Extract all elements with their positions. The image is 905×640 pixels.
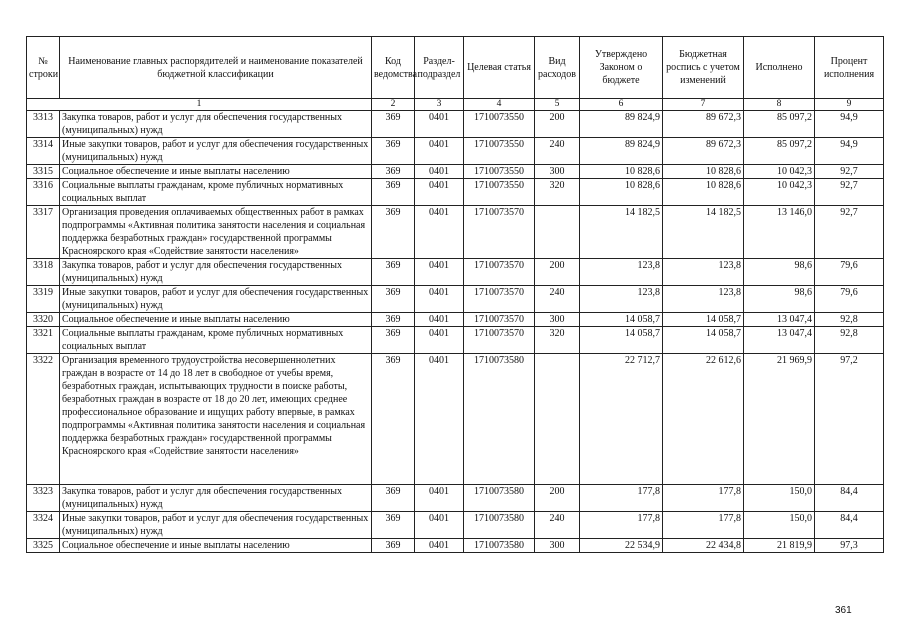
row-approved: 177,8 [580, 485, 663, 512]
row-approved: 14 058,7 [580, 327, 663, 354]
row-budget-list: 10 828,6 [663, 165, 744, 179]
row-exp-type [535, 206, 580, 259]
row-name: Закупка товаров, работ и услуг для обеспечения государственных (муниципальных) нужд [60, 111, 372, 138]
table-row [27, 539, 884, 553]
row-percent: 92,8 [815, 313, 884, 327]
row-budget-list: 22 612,6 [663, 354, 744, 485]
row-target: 1710073550 [464, 179, 535, 206]
row-name: Социальное обеспечение и иные выплаты населению [60, 313, 372, 327]
column-number-row [27, 99, 884, 111]
row-name: Иные закупки товаров, работ и услуг для обеспечения государственных (муниципальных) нужд [60, 286, 372, 313]
row-number: 3320 [27, 313, 60, 327]
row-name: Иные закупки товаров, работ и услуг для обеспечения государственных (муниципальных) нужд [60, 512, 372, 539]
row-number: 3323 [27, 485, 60, 512]
row-number: 3316 [27, 179, 60, 206]
table-row [27, 327, 884, 354]
row-executed: 13 047,4 [744, 313, 815, 327]
row-target: 1710073550 [464, 111, 535, 138]
row-target: 1710073570 [464, 206, 535, 259]
row-exp-type: 240 [535, 512, 580, 539]
row-approved: 123,8 [580, 259, 663, 286]
row-executed: 150,0 [744, 485, 815, 512]
row-exp-type: 320 [535, 179, 580, 206]
row-target: 1710073570 [464, 259, 535, 286]
row-executed: 150,0 [744, 512, 815, 539]
row-executed: 10 042,3 [744, 165, 815, 179]
header-dept-code: Код ведомства [372, 37, 415, 99]
row-name: Социальное обеспечение и иные выплаты населению [60, 539, 372, 553]
row-budget-list: 123,8 [663, 259, 744, 286]
row-section: 0401 [415, 138, 464, 165]
table-row [27, 179, 884, 206]
header-row-no: № строки [27, 37, 60, 99]
row-budget-list: 89 672,3 [663, 111, 744, 138]
row-budget-list: 123,8 [663, 286, 744, 313]
header-approved: Утверждено Законом о бюджете [580, 37, 663, 99]
row-dept-code: 369 [372, 138, 415, 165]
row-section: 0401 [415, 539, 464, 553]
row-target: 1710073570 [464, 313, 535, 327]
row-approved: 22 534,9 [580, 539, 663, 553]
row-executed: 21 969,9 [744, 354, 815, 485]
row-name: Организация временного трудоустройства несовершеннолетних граждан в возрасте от 14 до 18 лет в свободное от учебы время, безработных граждан, испытывающих трудности в поиске работы, безработных граждан в возрасте от 18 до 20 лет, имеющих среднее профессиональное образование и ищущих работу впервые, в рамках подпрограммы «Активная политика занятости населения и социальная поддержка безработных граждан» государственной программы Красноярского края «Содействие занятости населения» [60, 354, 372, 485]
row-number: 3317 [27, 206, 60, 259]
row-budget-list: 177,8 [663, 512, 744, 539]
row-executed: 13 146,0 [744, 206, 815, 259]
row-section: 0401 [415, 165, 464, 179]
row-section: 0401 [415, 259, 464, 286]
row-approved: 22 712,7 [580, 354, 663, 485]
row-target: 1710073580 [464, 354, 535, 485]
row-budget-list: 10 828,6 [663, 179, 744, 206]
row-exp-type: 300 [535, 313, 580, 327]
row-percent: 84,4 [815, 512, 884, 539]
row-budget-list: 14 182,5 [663, 206, 744, 259]
row-dept-code: 369 [372, 539, 415, 553]
table-row [27, 354, 884, 485]
table-row [27, 512, 884, 539]
header-name: Наименование главных распорядителей и наименование показателей бюджетной классификации [60, 37, 372, 99]
row-approved: 10 828,6 [580, 165, 663, 179]
col-number: 5 [535, 99, 580, 111]
row-executed: 98,6 [744, 259, 815, 286]
row-percent: 79,6 [815, 259, 884, 286]
row-target: 1710073570 [464, 327, 535, 354]
row-target: 1710073580 [464, 485, 535, 512]
row-exp-type: 300 [535, 165, 580, 179]
row-number: 3325 [27, 539, 60, 553]
row-target: 1710073580 [464, 539, 535, 553]
row-percent: 79,6 [815, 286, 884, 313]
row-name: Социальные выплаты гражданам, кроме публичных нормативных социальных выплат [60, 327, 372, 354]
row-exp-type: 320 [535, 327, 580, 354]
page-number: 361 [835, 605, 852, 616]
col-number: 1 [27, 99, 372, 111]
row-executed: 85 097,2 [744, 138, 815, 165]
table-row [27, 111, 884, 138]
row-dept-code: 369 [372, 512, 415, 539]
row-approved: 14 058,7 [580, 313, 663, 327]
row-exp-type: 200 [535, 259, 580, 286]
row-name: Организация проведения оплачиваемых общественных работ в рамках подпрограммы «Активная политика занятости населения и социальная поддержка безработных граждан» государственной программы Красноярского края «Содействие занятости населения» [60, 206, 372, 259]
col-number: 3 [415, 99, 464, 111]
row-section: 0401 [415, 286, 464, 313]
col-number: 2 [372, 99, 415, 111]
row-dept-code: 369 [372, 111, 415, 138]
row-dept-code: 369 [372, 286, 415, 313]
row-approved: 177,8 [580, 512, 663, 539]
header-percent: Процент исполнения [815, 37, 884, 99]
row-section: 0401 [415, 206, 464, 259]
row-number: 3321 [27, 327, 60, 354]
row-dept-code: 369 [372, 179, 415, 206]
row-exp-type [535, 354, 580, 485]
row-dept-code: 369 [372, 354, 415, 485]
header-target: Целевая статья [464, 37, 535, 99]
header-budget-list: Бюджетная роспись с учетом изменений [663, 37, 744, 99]
row-dept-code: 369 [372, 485, 415, 512]
table-row [27, 206, 884, 259]
row-name: Социальное обеспечение и иные выплаты населению [60, 165, 372, 179]
row-budget-list: 177,8 [663, 485, 744, 512]
row-exp-type: 200 [535, 485, 580, 512]
row-percent: 84,4 [815, 485, 884, 512]
row-dept-code: 369 [372, 206, 415, 259]
row-executed: 21 819,9 [744, 539, 815, 553]
row-section: 0401 [415, 512, 464, 539]
budget-execution-table [26, 36, 884, 553]
row-number: 3322 [27, 354, 60, 485]
table-row [27, 286, 884, 313]
row-executed: 13 047,4 [744, 327, 815, 354]
row-executed: 85 097,2 [744, 111, 815, 138]
row-target: 1710073550 [464, 165, 535, 179]
row-section: 0401 [415, 111, 464, 138]
row-percent: 92,7 [815, 165, 884, 179]
row-approved: 89 824,9 [580, 138, 663, 165]
row-section: 0401 [415, 179, 464, 206]
row-budget-list: 89 672,3 [663, 138, 744, 165]
row-percent: 92,7 [815, 179, 884, 206]
row-dept-code: 369 [372, 327, 415, 354]
header-exp-type: Вид расходов [535, 37, 580, 99]
col-number: 8 [744, 99, 815, 111]
table-row [27, 165, 884, 179]
row-section: 0401 [415, 485, 464, 512]
col-number: 4 [464, 99, 535, 111]
row-percent: 92,7 [815, 206, 884, 259]
row-name: Социальные выплаты гражданам, кроме публичных нормативных социальных выплат [60, 179, 372, 206]
header-row [27, 37, 884, 99]
table-row [27, 313, 884, 327]
row-number: 3318 [27, 259, 60, 286]
row-percent: 97,2 [815, 354, 884, 485]
row-number: 3313 [27, 111, 60, 138]
row-target: 1710073550 [464, 138, 535, 165]
table-row [27, 485, 884, 512]
row-target: 1710073580 [464, 512, 535, 539]
table-row [27, 138, 884, 165]
row-dept-code: 369 [372, 313, 415, 327]
row-section: 0401 [415, 327, 464, 354]
row-executed: 10 042,3 [744, 179, 815, 206]
table-row [27, 259, 884, 286]
col-number: 7 [663, 99, 744, 111]
row-number: 3315 [27, 165, 60, 179]
row-target: 1710073570 [464, 286, 535, 313]
row-exp-type: 240 [535, 286, 580, 313]
row-dept-code: 369 [372, 259, 415, 286]
row-exp-type: 300 [535, 539, 580, 553]
row-number: 3314 [27, 138, 60, 165]
col-number: 9 [815, 99, 884, 111]
header-section: Раздел-подраздел [415, 37, 464, 99]
row-name: Закупка товаров, работ и услуг для обеспечения государственных (муниципальных) нужд [60, 485, 372, 512]
row-approved: 14 182,5 [580, 206, 663, 259]
row-section: 0401 [415, 354, 464, 485]
row-percent: 94,9 [815, 111, 884, 138]
row-exp-type: 200 [535, 111, 580, 138]
row-approved: 89 824,9 [580, 111, 663, 138]
row-budget-list: 22 434,8 [663, 539, 744, 553]
header-executed: Исполнено [744, 37, 815, 99]
row-exp-type: 240 [535, 138, 580, 165]
row-executed: 98,6 [744, 286, 815, 313]
row-percent: 97,3 [815, 539, 884, 553]
row-approved: 123,8 [580, 286, 663, 313]
col-number: 6 [580, 99, 663, 111]
row-budget-list: 14 058,7 [663, 313, 744, 327]
row-section: 0401 [415, 313, 464, 327]
row-percent: 92,8 [815, 327, 884, 354]
row-budget-list: 14 058,7 [663, 327, 744, 354]
row-approved: 10 828,6 [580, 179, 663, 206]
row-percent: 94,9 [815, 138, 884, 165]
row-name: Иные закупки товаров, работ и услуг для обеспечения государственных (муниципальных) нужд [60, 138, 372, 165]
row-name: Закупка товаров, работ и услуг для обеспечения государственных (муниципальных) нужд [60, 259, 372, 286]
row-dept-code: 369 [372, 165, 415, 179]
row-number: 3324 [27, 512, 60, 539]
row-number: 3319 [27, 286, 60, 313]
